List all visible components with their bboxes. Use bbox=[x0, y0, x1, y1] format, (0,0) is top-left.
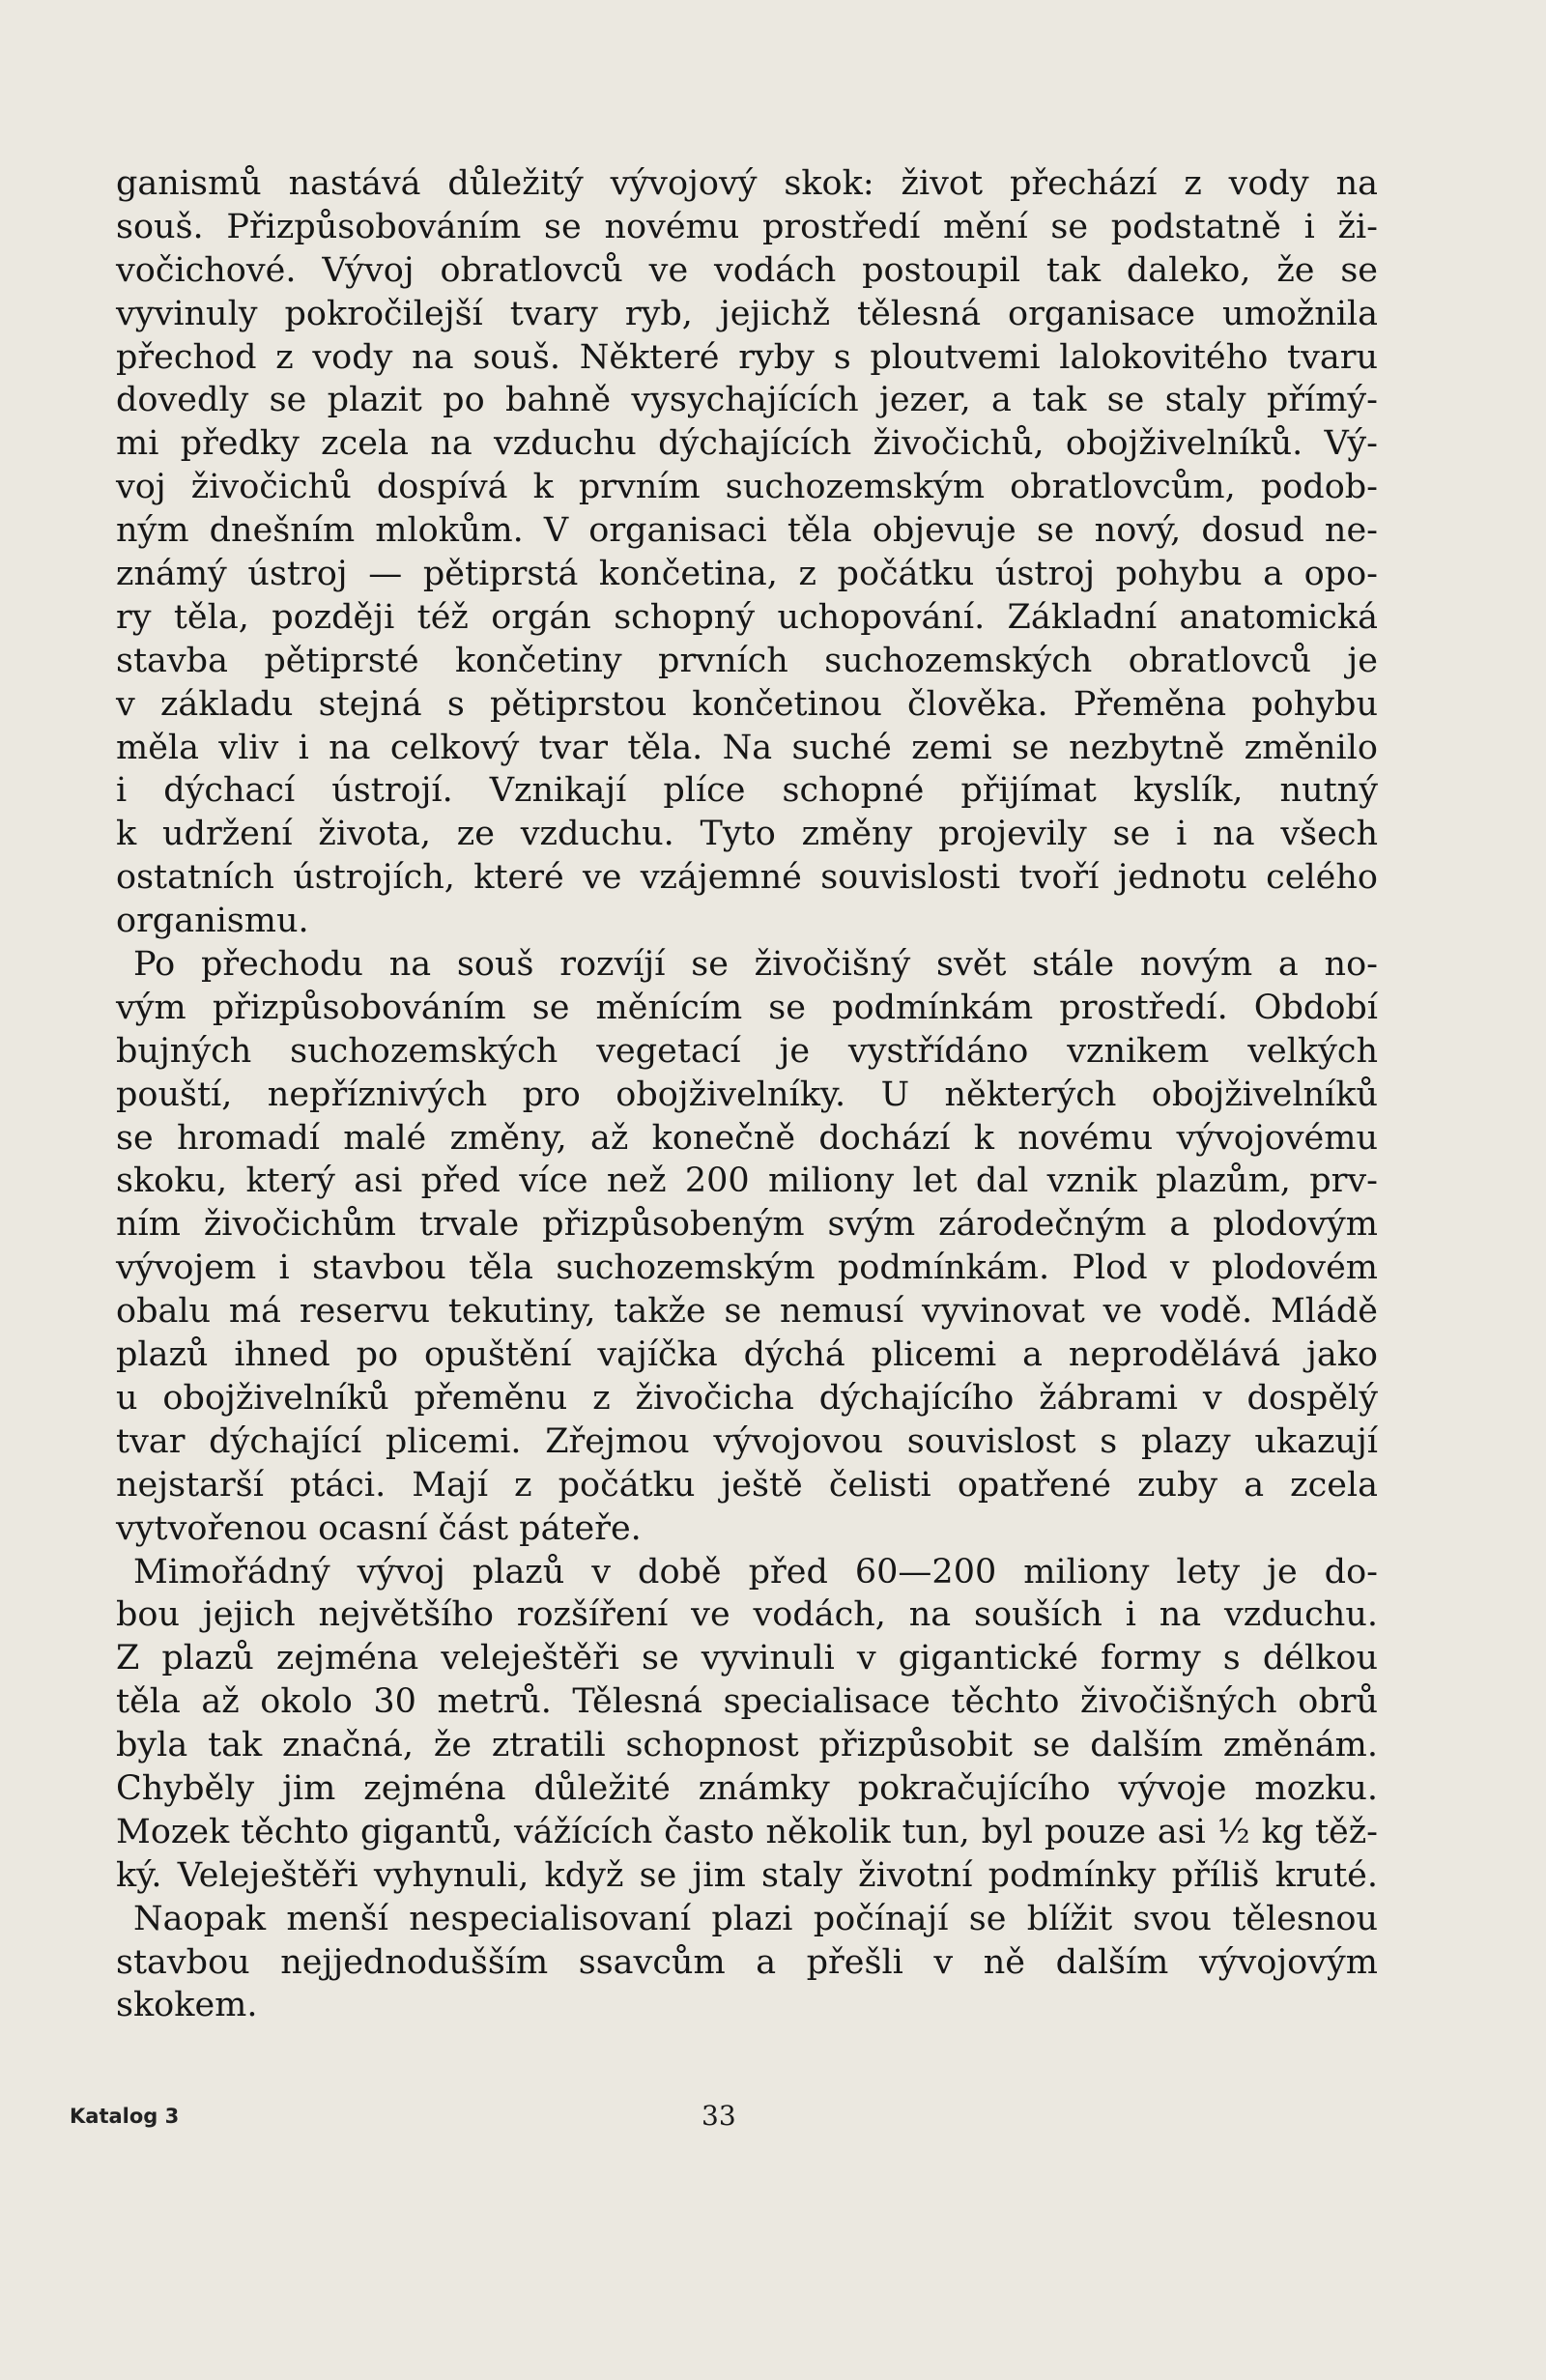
text-line: skokem. bbox=[116, 1986, 258, 2025]
text-line: ganismů nastává důležitý vývojový skok: život přechází z vody na bbox=[116, 164, 1378, 203]
text-line: Po přechodu na souš rozvíjí se živočišný svět stále novým a no- bbox=[133, 945, 1378, 985]
text-line: nejstarší ptáci. Mají z počátku ještě čelisti opatřené zuby a zcela bbox=[116, 1465, 1378, 1505]
text-line: skoku, který asi před více než 200 miliony let dal vznik plazům, prv- bbox=[116, 1161, 1378, 1201]
text-line: dovedly se plazit po bahně vysychajících jezer, a tak se staly přímý- bbox=[116, 381, 1378, 420]
printer-signature: Katalog 3 bbox=[70, 2105, 180, 2128]
text-line: vytvořenou ocasní část páteře. bbox=[116, 1508, 642, 1548]
text-line: byla tak značná, že ztratili schopnost přizpůsobit se dalším změnám. bbox=[116, 1726, 1378, 1765]
text-line: Mimořádný vývoj plazů v době před 60—200 miliony lety je do- bbox=[133, 1552, 1378, 1591]
text-line: stavbou nejjednodušším ssavcům a přešli v ně dalším vývojovým bbox=[116, 1942, 1378, 1982]
text-line: souš. Přizpůsobováním se novému prostředí mění se podstatně i ži- bbox=[116, 207, 1378, 246]
text-line: měla vliv i na celkový tvar těla. Na suché zemi se nezbytně změnilo bbox=[116, 728, 1378, 767]
text-line: ry těla, později též orgán schopný uchopování. Základní anatomická bbox=[116, 597, 1378, 637]
text-line: vyvinuly pokročilejší tvary ryb, jejichž tělesná organisace umožnila bbox=[116, 294, 1378, 333]
text-line: k udržení života, ze vzduchu. Tyto změny projevily se i na všech bbox=[116, 815, 1378, 854]
text-line: Mozek těchto gigantů, vážících často několik tun, byl pouze asi ½ kg těž- bbox=[116, 1812, 1378, 1851]
text-line: vým přizpůsobováním se měnícím se podmínkám prostředí. Období bbox=[116, 988, 1378, 1027]
text-line: známý ústroj — pětiprstá končetina, z počátku ústroj pohybu a opo- bbox=[116, 555, 1378, 594]
text-line: ním živočichům trvale přizpůsobeným svým zárodečným a plodovým bbox=[116, 1205, 1378, 1245]
text-line: pouští, nepříznivých pro obojživelníky. U některých obojživelníků bbox=[116, 1075, 1378, 1114]
text-line: tvar dýchající plicemi. Zřejmou vývojovou souvislost s plazy ukazují bbox=[116, 1421, 1378, 1461]
body-text bbox=[116, 162, 1378, 2027]
text-line: Naopak menší nespecialisovaní plazi počínají se blížit svou tělesnou bbox=[133, 1899, 1378, 1938]
text-line: vočichové. Vývoj obratlovců ve vodách postoupil tak daleko, že se bbox=[116, 250, 1378, 290]
text-line: těla až okolo 30 metrů. Tělesná specialisace těchto živočišných obrů bbox=[116, 1682, 1378, 1722]
text-line: stavba pětiprsté končetiny prvních suchozemských obratlovců je bbox=[116, 641, 1378, 680]
text-line: i dýchací ústrojí. Vznikají plíce schopné přijímat kyslík, nutný bbox=[116, 771, 1378, 811]
text-line: vývojem i stavbou těla suchozemským podmínkám. Plod v plodovém bbox=[116, 1248, 1378, 1288]
text-line: přechod z vody na souš. Některé ryby s ploutvemi lalokovitého tvaru bbox=[116, 337, 1378, 377]
text-line: v základu stejná s pětiprstou končetinou člověka. Přeměna pohybu bbox=[116, 684, 1378, 724]
text-line: ostatních ústrojích, které ve vzájemné souvislosti tvoří jednotu celého bbox=[116, 858, 1378, 898]
text-line: Z plazů zejména veleještěři se vyvinuli v gigantické formy s délkou bbox=[116, 1639, 1378, 1678]
text-line: voj živočichů dospívá k prvním suchozemským obratlovcům, podob- bbox=[116, 468, 1378, 507]
text-line: bujných suchozemských vegetací je vystřídáno vznikem velkých bbox=[116, 1031, 1378, 1071]
text-line: ným dnešním mlokům. V organisaci těla objevuje se nový, dosud ne- bbox=[116, 511, 1378, 551]
text-line: bou jejich největšího rozšíření ve vodách, na souších i na vzduchu. bbox=[116, 1595, 1378, 1635]
text-line: u obojživelníků přeměnu z živočicha dýchajícího žábrami v dospělý bbox=[116, 1378, 1378, 1418]
text-line: Chyběly jim zejména důležité známky pokračujícího vývoje mozku. bbox=[116, 1768, 1378, 1808]
page-number: 33 bbox=[701, 2100, 736, 2132]
text-line: mi předky zcela na vzduchu dýchajících živočichů, obojživelníků. Vý- bbox=[116, 424, 1378, 464]
text-line: obalu má reservu tekutiny, takže se nemusí vyvinovat ve vodě. Mládě bbox=[116, 1292, 1378, 1332]
text-line: organismu. bbox=[116, 902, 309, 941]
text-line: se hromadí malé změny, až konečně dochází k novému vývojovému bbox=[116, 1118, 1378, 1158]
text-line: ký. Veleještěři vyhynuli, když se jim staly životní podmínky příliš kruté. bbox=[116, 1855, 1378, 1895]
text-line: plazů ihned po opuštění vajíčka dýchá plicemi a neprodělává jako bbox=[116, 1335, 1378, 1375]
